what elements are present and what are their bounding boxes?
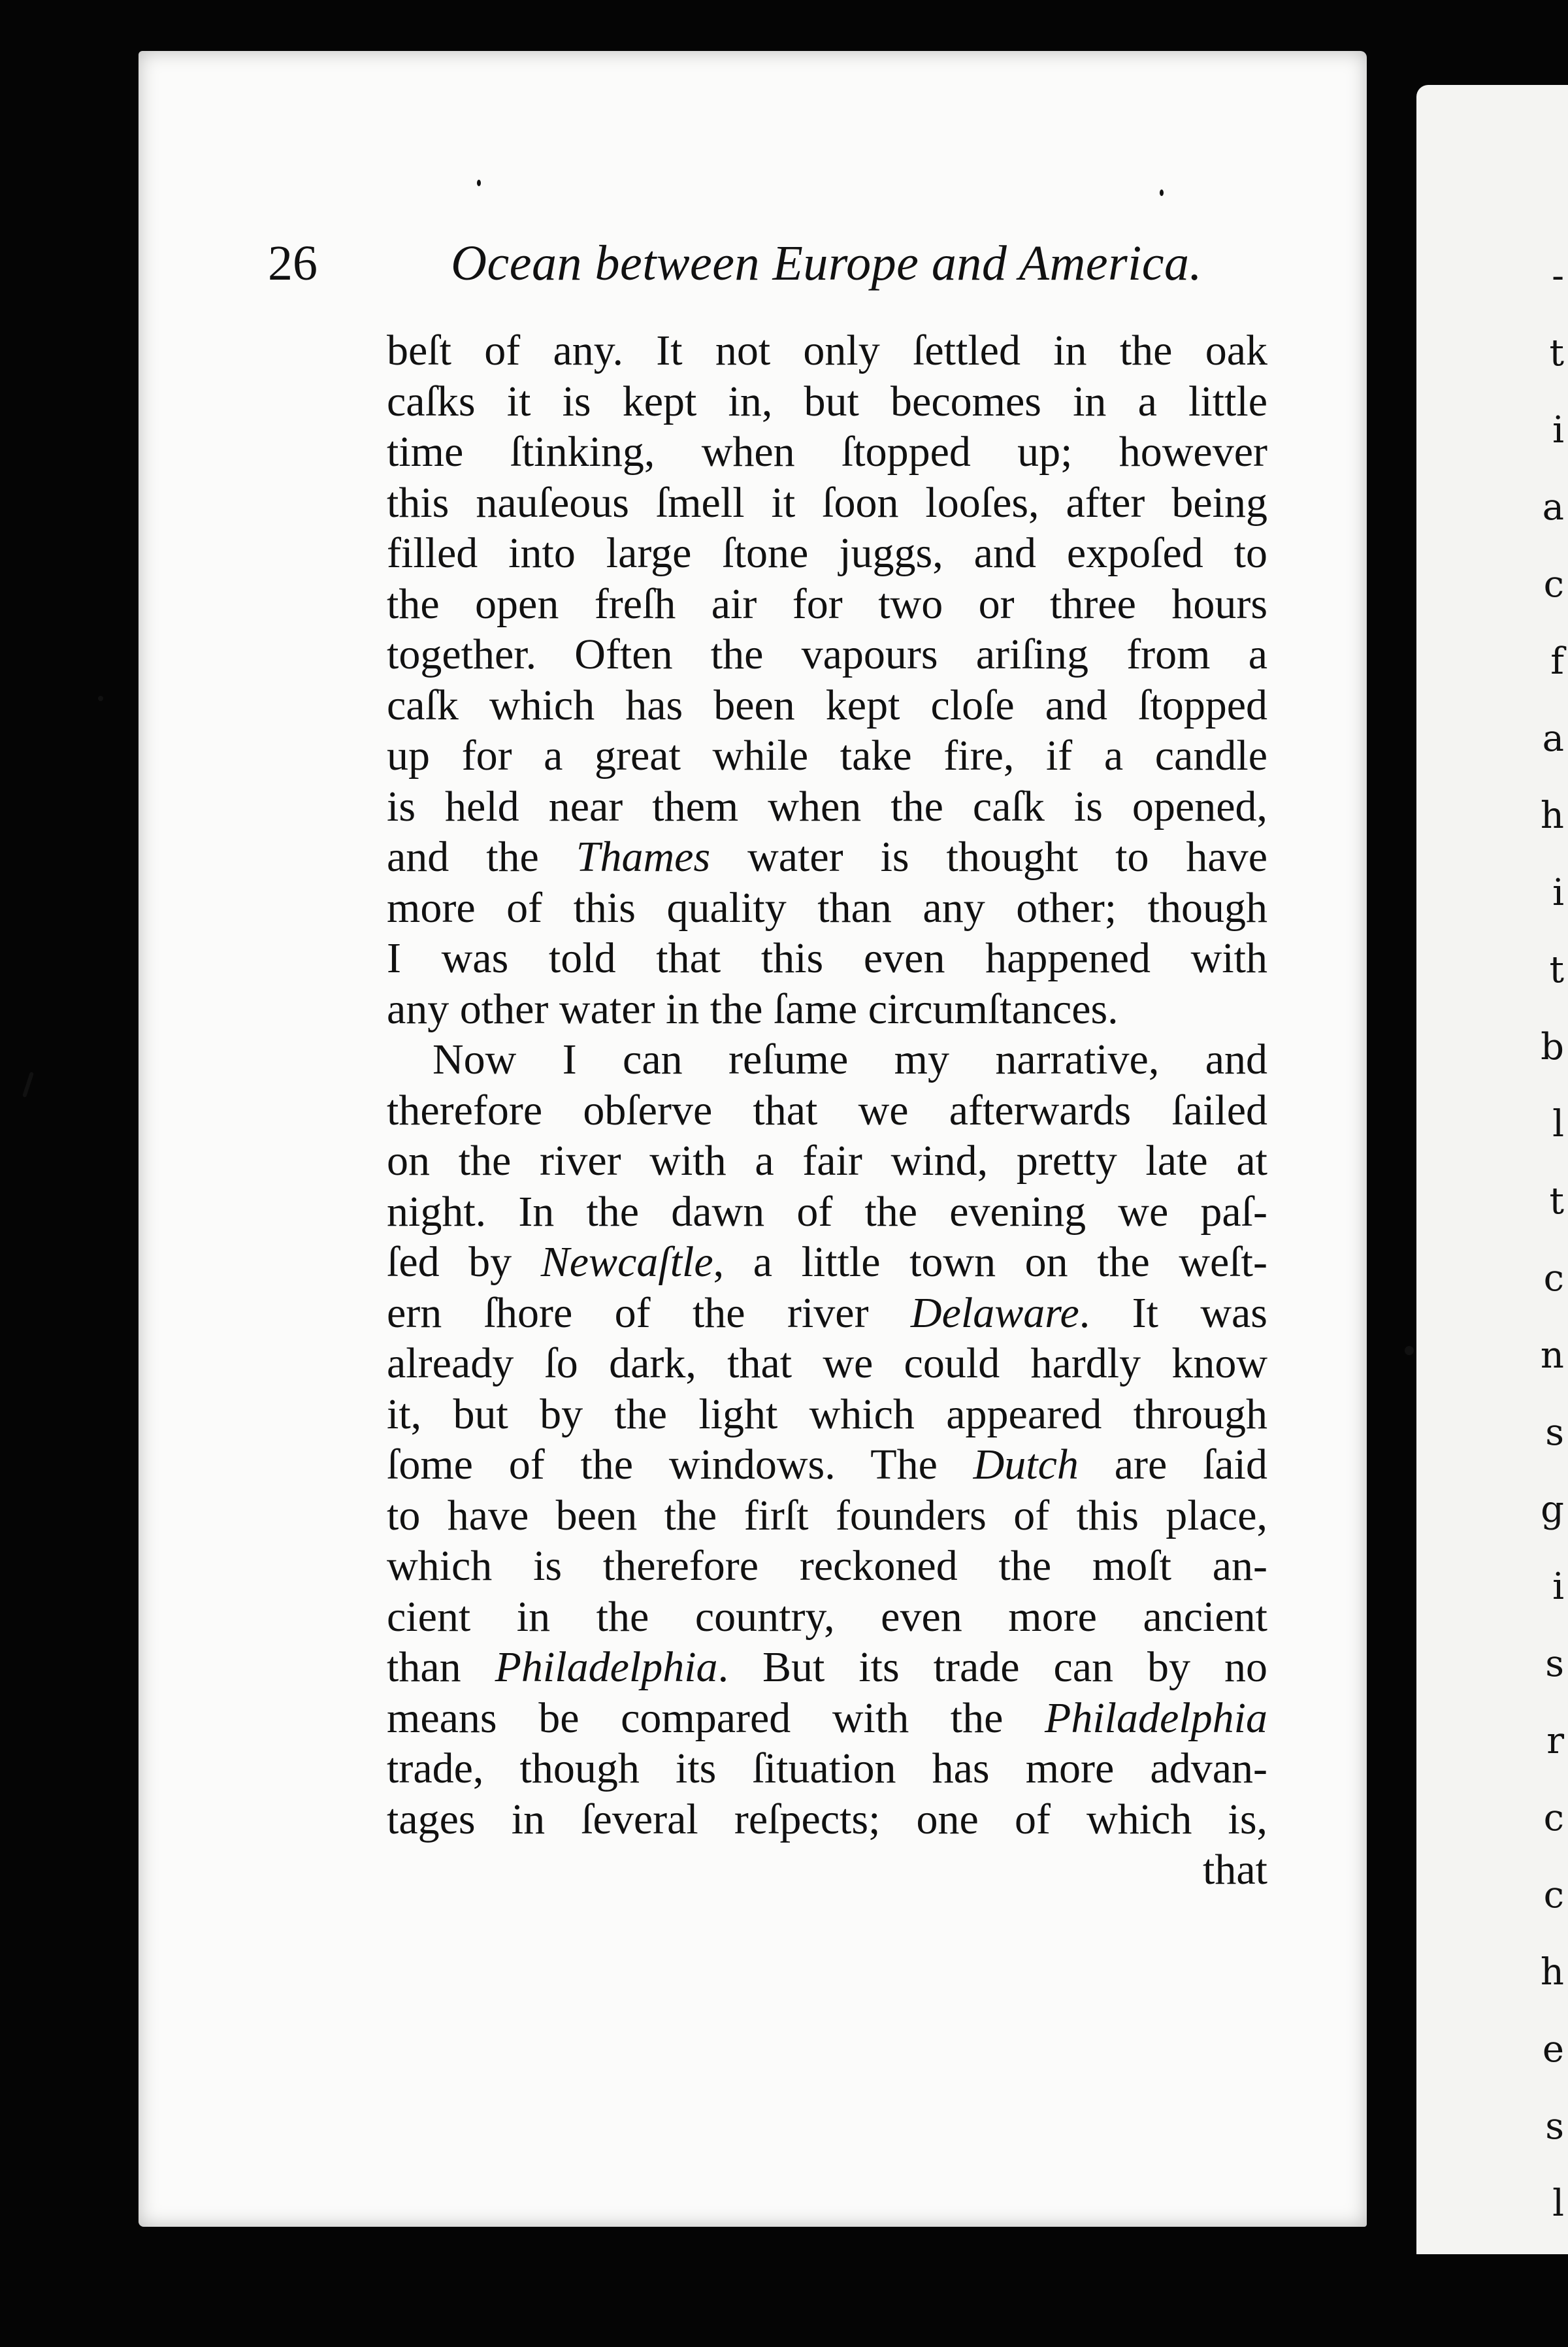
adjacent-page-letter: c — [1543, 1797, 1564, 1839]
adjacent-page-letter: f — [1550, 640, 1564, 683]
text-line: therefore obſerve that we afterwards ſailed — [387, 1086, 1267, 1134]
text-line: night. In the dawn of the evening we paſ- — [387, 1187, 1267, 1236]
adjacent-page-letter: c — [1543, 1257, 1564, 1300]
adjacent-page-letter: r — [1546, 1720, 1564, 1762]
text-line: any other water in the ſame circumſtances. — [387, 985, 1119, 1033]
adjacent-page-letter: l — [1552, 1103, 1564, 1145]
text-line: on the river with a fair wind, pretty late at — [387, 1137, 1267, 1185]
scan-speck — [98, 696, 103, 701]
text-line: already ſo dark, that we could hardly know — [387, 1339, 1267, 1387]
adjacent-page-letter: a — [1542, 717, 1564, 760]
text-line: ſed by Newcaſtle, a little town on the weſt- — [387, 1238, 1267, 1286]
page-header — [268, 235, 1202, 291]
text-line: I was told that this even happened with — [387, 934, 1267, 982]
adjacent-page-letter: h — [1540, 1951, 1564, 1994]
adjacent-page-letter: e — [1542, 2028, 1564, 2071]
text-line: to have been the firſt founders of this place, — [387, 1491, 1267, 1539]
text-line: trade, though its ſituation has more advan- — [387, 1745, 1267, 1792]
adjacent-page-letter: - — [1552, 255, 1564, 297]
text-line: than Philadelphia. But its trade can by no — [387, 1643, 1267, 1691]
adjacent-page-edge — [1416, 85, 1568, 2254]
text-line: the open freſh air for two or three hours — [387, 580, 1267, 628]
scan-speck — [1405, 1346, 1414, 1355]
text-line: ern ſhore of the river Delaware. It was — [387, 1288, 1267, 1337]
text-line: caſk which has been kept cloſe and ſtopped — [387, 681, 1267, 729]
text-line: ſome of the windows. The Dutch are ſaid — [387, 1441, 1267, 1488]
adjacent-page-letter: i — [1552, 409, 1564, 451]
adjacent-page-letter: a — [1542, 486, 1564, 529]
adjacent-page-letter: t — [1549, 1180, 1564, 1223]
text-line: time ſtinking, when ſtopped up; however — [387, 428, 1267, 476]
text-line: caſks it is kept in, but becomes in a little — [387, 377, 1267, 425]
adjacent-page-letter: s — [1545, 1643, 1564, 1685]
text-line: beſt of any. It not only ſettled in the oak — [387, 327, 1267, 374]
adjacent-page-letter: g — [1541, 1488, 1564, 1531]
adjacent-page-letter: c — [1543, 1874, 1564, 1916]
scan-speck — [477, 180, 481, 186]
catchword: that — [1203, 1846, 1267, 1894]
page-number: 26 — [268, 236, 318, 291]
text-line: this nauſeous ſmell it ſoon looſes, after being — [387, 478, 1267, 527]
adjacent-page-letter: n — [1540, 1334, 1564, 1377]
running-title: Ocean between Europe and America. — [451, 236, 1202, 291]
text-line: tages in ſeveral reſpects; one of which is, — [387, 1795, 1267, 1843]
text-line: cient in the country, even more ancient — [387, 1592, 1267, 1641]
text-line: more of this quality than any other; though — [387, 883, 1267, 932]
text-line: which is therefore reckoned the moſt an- — [387, 1542, 1267, 1590]
adjacent-page-letter: t — [1549, 949, 1564, 991]
text-line: up for a great while take fire, if a candle — [387, 732, 1267, 780]
body-text — [387, 325, 1267, 1896]
text-line: means be compared with the Philadelphia — [387, 1694, 1267, 1742]
adjacent-page-letter: c — [1543, 563, 1564, 606]
scan-speck — [1160, 189, 1164, 196]
adjacent-page-letter: s — [1545, 1411, 1564, 1454]
text-line: filled into large ſtone juggs, and expoſed to — [387, 529, 1267, 577]
text-line: it, but by the light which appeared through — [387, 1390, 1267, 1438]
text-line: together. Often the vapours ariſing from a — [387, 631, 1267, 678]
adjacent-page-letter: i — [1552, 872, 1564, 914]
adjacent-page-letter: h — [1540, 795, 1564, 837]
adjacent-page-letter: i — [1552, 1566, 1564, 1608]
text-line: and the Thames water is thought to have — [387, 833, 1267, 881]
adjacent-page-letter: s — [1545, 2105, 1564, 2148]
adjacent-page-letter: b — [1541, 1026, 1564, 1068]
adjacent-page-letter: t — [1549, 332, 1564, 374]
paragraph-start-line: Now I can reſume my narrative, and — [433, 1036, 1267, 1083]
scan-speck — [22, 1072, 34, 1098]
adjacent-page-letter: l — [1552, 2182, 1564, 2225]
text-line: is held near them when the caſk is opened, — [387, 782, 1267, 830]
